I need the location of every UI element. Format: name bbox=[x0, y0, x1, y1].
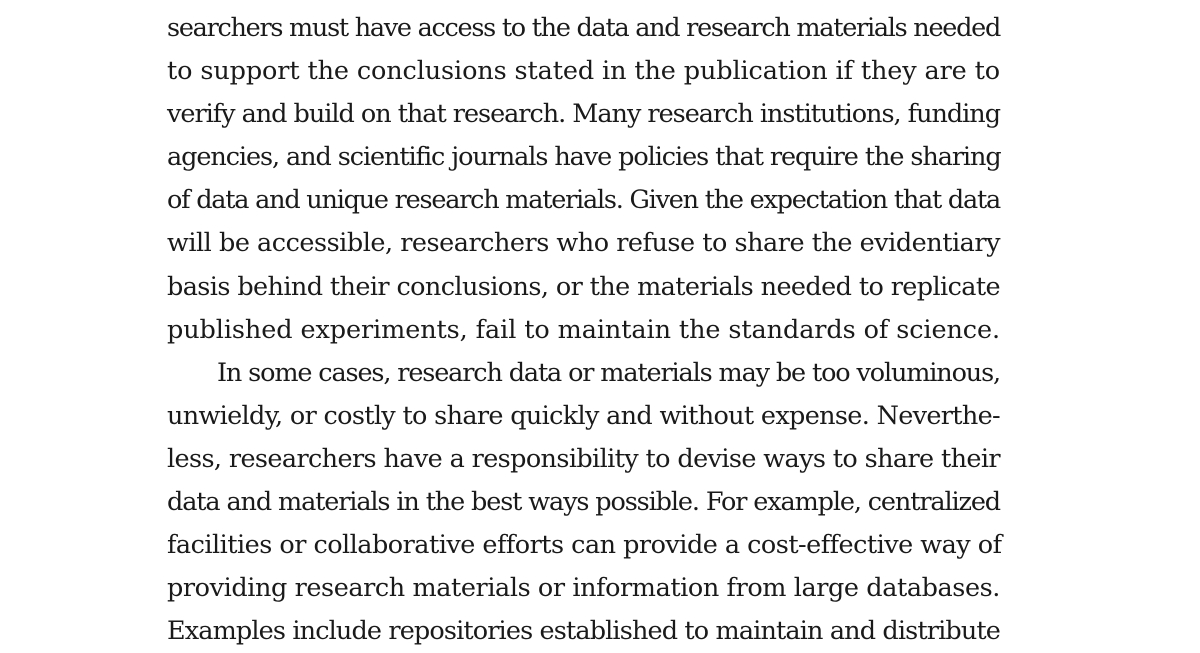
text-line: will be accessible, researchers who refuse to share the evidentiary bbox=[167, 228, 1001, 259]
text-line: providing research materials or information from large databases. bbox=[167, 573, 1000, 604]
text-line: verify and build on that research. Many research institutions, funding bbox=[167, 99, 1000, 130]
text-line: unwieldy, or costly to share quickly and without expense. Neverthe- bbox=[167, 400, 1000, 431]
text-line: less, researchers have a responsibility to devise ways to share their bbox=[167, 443, 1001, 474]
paragraph-sharing-costs bbox=[167, 352, 1000, 653]
text-line: basis behind their conclusions, or the materials needed to replicate bbox=[167, 271, 1000, 302]
text-line: Examples include repositories established to maintain and distribute bbox=[167, 616, 1000, 647]
text-line: searchers must have access to the data and research materials needed bbox=[167, 13, 1000, 43]
document-page bbox=[167, 7, 1000, 653]
paragraph-data-access bbox=[167, 7, 1000, 352]
text-line: data and materials in the best ways possible. For example, centralized bbox=[167, 487, 1000, 518]
text-line: facilities or collaborative efforts can provide a cost-effective way of bbox=[167, 530, 1002, 561]
text-line: published experiments, fail to maintain the standards of science. bbox=[167, 314, 1000, 345]
text-line: agencies, and scientific journals have policies that require the sharing bbox=[167, 142, 1001, 173]
text-line: to support the conclusions stated in the publication if they are to bbox=[167, 56, 1000, 87]
text-line: of data and unique research materials. Given the expectation that data bbox=[167, 185, 1000, 216]
text-line: In some cases, research data or materials may be too voluminous, bbox=[217, 357, 1000, 388]
